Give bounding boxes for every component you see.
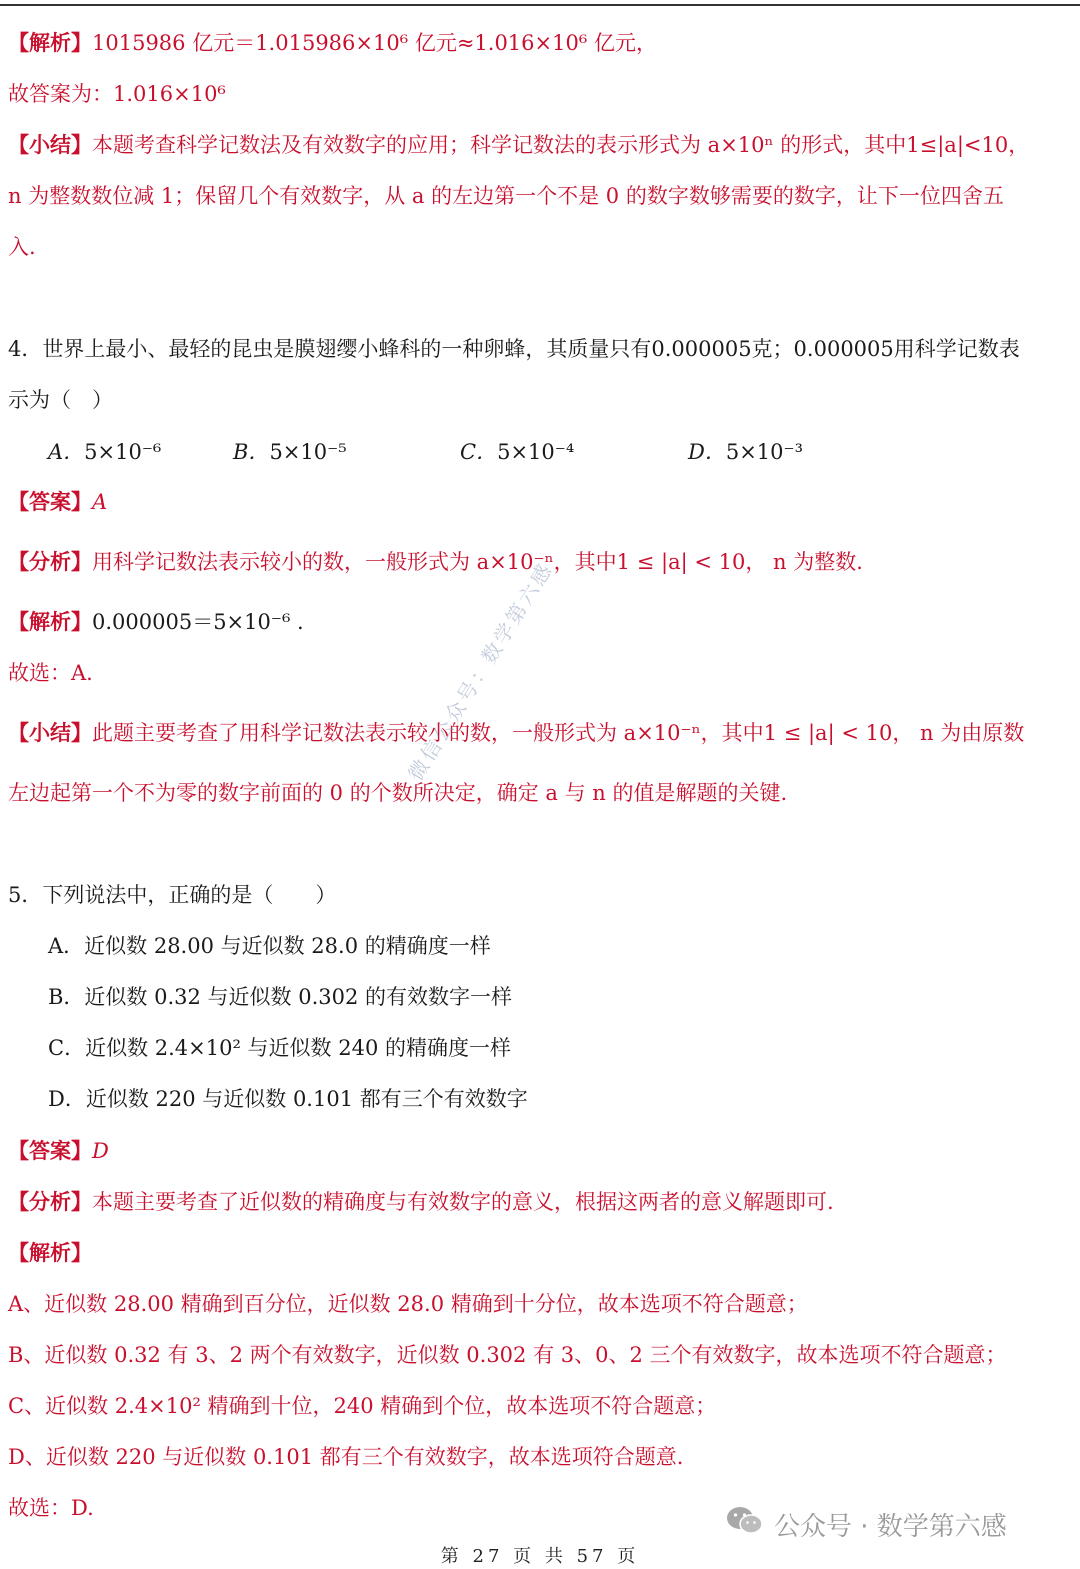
brand-stamp [726,1506,1007,1542]
solution-line: A、近似数 28.00 精确到百分位，近似数 28.0 精确到十分位，故本选项不符合题意； [8,1292,808,1316]
question-4-stem: 示为（ ） [8,388,113,412]
summary-line: n 为整数数位减 1；保留几个有效数字，从 a 的左边第一个不是 0 的数字数够需要的数字，让下一位四舍五 [8,184,1004,208]
wechat-icon [726,1505,764,1544]
solution-line: B、近似数 0.32 有 3、2 两个有效数字，近似数 0.302 有 3、0、2 三个有效数字，故本选项不符合题意； [8,1343,1007,1367]
summary-line: 【小结】本题考查科学记数法及有效数字的应用；科学记数法的表示形式为 a×10ⁿ 的形式，其中1≤|a|<10， [8,132,1030,157]
option-d: D．5×10⁻³ [688,440,804,464]
solution-line: C、近似数 2.4×10² 精确到十位，240 精确到个位，故本选项不符合题意； [8,1394,717,1418]
option-c: C．5×10⁻⁴ [460,440,575,464]
analysis-line: 【分析】用科学记数法表示较小的数，一般形式为 a×10⁻ⁿ，其中1 ≤ |a| < 10， n 为整数. [8,549,863,574]
choose-line: 故选：D. [8,1496,94,1520]
answer-line: 【答案】A [8,489,108,514]
solution-line: 【解析】0.000005＝5×10⁻⁶ . [8,609,304,634]
option-b: B．5×10⁻⁵ [233,440,347,464]
summary-line: 【小结】此题主要考查了用科学记数法表示较小的数，一般形式为 a×10⁻ⁿ，其中1 ≤ |a| < 10， n 为由原数 [8,720,1025,745]
summary-line: 左边起第一个不为零的数字前面的 0 的个数所决定，确定 a 与 n 的值是解题的关键. [8,781,788,805]
answer-line: 故答案为：1.016×10⁶ [8,82,226,106]
watermark: 微信公众号：数学第六感 [403,557,558,785]
question-4-stem: 4．世界上最小、最轻的昆虫是膜翅缨小蜂科的一种卵蜂，其质量只有0.000005克；0.000005用科学记数表 [8,337,1020,361]
solution-line: D、近似数 220 与近似数 0.101 都有三个有效数字，故本选项符合题意. [8,1445,684,1469]
q5-option-d: D．近似数 220 与近似数 0.101 都有三个有效数字 [48,1087,528,1111]
summary-line: 入. [8,235,36,259]
analysis-line: 【解析】1015986 亿元＝1.015986×10⁶ 亿元≈1.016×10⁶ 亿元， [8,30,657,55]
question-5-stem: 5．下列说法中，正确的是（ ） [8,883,337,907]
option-a: A．5×10⁻⁶ [48,440,162,464]
q5-option-a: A．近似数 28.00 与近似数 28.0 的精确度一样 [48,934,491,958]
choose-line: 故选：A. [8,661,93,685]
q5-option-b: B．近似数 0.32 与近似数 0.302 的有效数字一样 [48,985,513,1009]
analysis-line: 【分析】本题主要考查了近似数的精确度与有效数字的意义，根据这两者的意义解题即可. [8,1189,834,1214]
solution-heading: 【解析】 [8,1240,92,1265]
brand-text: 公众号 · 数学第六感 [774,1511,1007,1542]
page-footer: 第 27 页 共 57 页 [440,1546,640,1567]
q5-option-c: C．近似数 2.4×10² 与近似数 240 的精确度一样 [48,1036,511,1060]
top-rule [0,4,1080,6]
answer-line: 【答案】D [8,1138,109,1163]
